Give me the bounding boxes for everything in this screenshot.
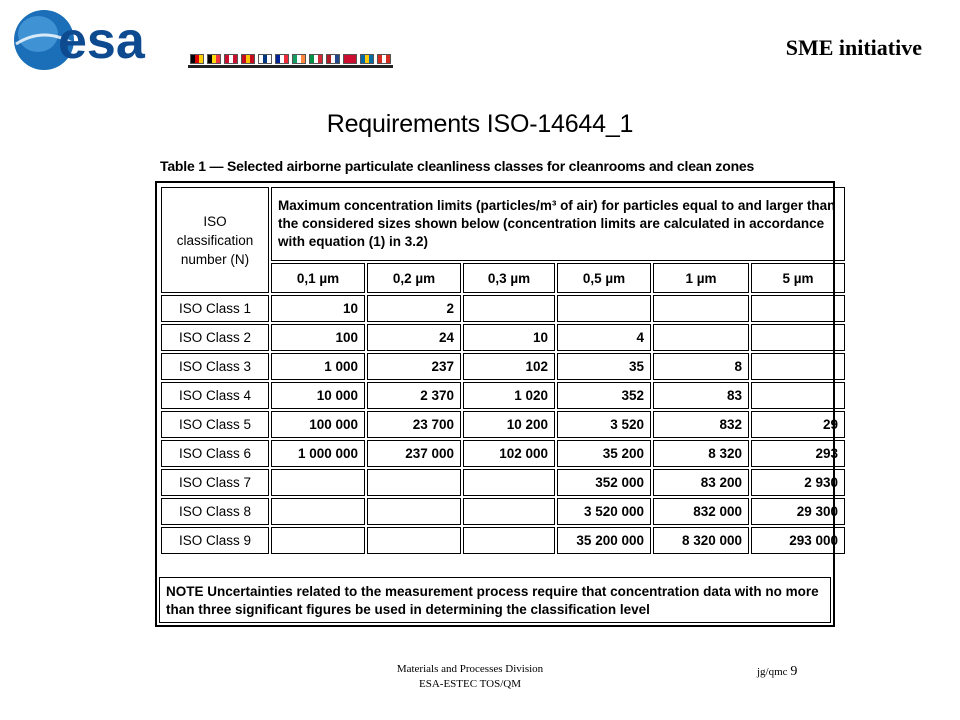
concentration-cell — [367, 498, 461, 525]
footer-page — [757, 664, 797, 680]
class-header — [161, 187, 269, 293]
concentration-cell: 832 — [653, 411, 749, 438]
iso-class-label: ISO Class 8 — [161, 498, 269, 525]
table-row — [161, 382, 845, 409]
concentration-cell: 102 000 — [463, 440, 555, 467]
concentration-cell — [463, 469, 555, 496]
particle-size-header: 5 µm — [751, 263, 845, 293]
table-row — [161, 411, 845, 438]
table-row — [161, 324, 845, 351]
concentration-cell: 24 — [367, 324, 461, 351]
concentration-cell: 2 930 — [751, 469, 845, 496]
flag-icon — [224, 54, 238, 64]
particle-size-header: 1 µm — [653, 263, 749, 293]
particle-size-header: 0,5 µm — [557, 263, 651, 293]
table-body — [161, 295, 845, 554]
flag-icon — [377, 54, 391, 64]
concentration-cell: 100 000 — [271, 411, 365, 438]
page-number: 9 — [790, 664, 798, 679]
iso-class-label: ISO Class 2 — [161, 324, 269, 351]
concentration-cell: 237 000 — [367, 440, 461, 467]
concentration-cell: 2 — [367, 295, 461, 322]
concentration-cell — [463, 498, 555, 525]
concentration-cell — [367, 469, 461, 496]
concentration-cell: 100 — [271, 324, 365, 351]
flag-icon — [258, 54, 272, 64]
particle-size-header: 0,2 µm — [367, 263, 461, 293]
flag-icon — [275, 54, 289, 64]
concentration-cell — [463, 295, 555, 322]
concentration-cell — [653, 324, 749, 351]
concentration-cell: 83 200 — [653, 469, 749, 496]
concentration-cell: 8 — [653, 353, 749, 380]
flag-icon — [326, 54, 340, 64]
concentration-cell: 29 300 — [751, 498, 845, 525]
flag-icon — [190, 54, 204, 64]
table-row — [161, 498, 845, 525]
concentration-cell — [751, 295, 845, 322]
particle-size-header: 0,3 µm — [463, 263, 555, 293]
initiative-label: SME initiative — [785, 35, 922, 60]
flag-icon — [292, 54, 306, 64]
concentration-cell: 352 — [557, 382, 651, 409]
concentration-cell: 1 000 — [271, 353, 365, 380]
concentration-cell — [751, 353, 845, 380]
concentration-cell — [557, 295, 651, 322]
concentration-cell: 3 520 — [557, 411, 651, 438]
concentration-cell — [751, 382, 845, 409]
iso-class-label: ISO Class 6 — [161, 440, 269, 467]
concentration-cell: 237 — [367, 353, 461, 380]
footer-line: ESA-ESTEC TOS/QM — [419, 678, 521, 690]
concentration-cell: 10 200 — [463, 411, 555, 438]
iso-class-label: ISO Class 9 — [161, 527, 269, 554]
class-header-line: classification — [176, 232, 254, 248]
concentration-cell: 352 000 — [557, 469, 651, 496]
flag-icon — [207, 54, 221, 64]
concentration-cell: 35 — [557, 353, 651, 380]
concentration-cell: 293 000 — [751, 527, 845, 554]
concentration-cell: 293 — [751, 440, 845, 467]
table-note: NOTE Uncertainties related to the measurement process require that concentration data with no more than three significant figures be used in determining the classification level — [159, 577, 831, 623]
concentration-header: Maximum concentration limits (particles/m³ of air) for particles equal to and larger than the considered sizes shown below (concentration limits are calculated in accordance with equation (1) in 3.2) — [271, 187, 845, 261]
concentration-cell: 3 520 000 — [557, 498, 651, 525]
iso-class-label: ISO Class 4 — [161, 382, 269, 409]
slide-title: Requirements ISO-14644_1 — [326, 110, 634, 138]
concentration-cell: 8 320 000 — [653, 527, 749, 554]
footer-line: Materials and Processes Division — [396, 663, 544, 675]
concentration-cell — [751, 324, 845, 351]
concentration-cell: 10 000 — [271, 382, 365, 409]
concentration-cell: 4 — [557, 324, 651, 351]
concentration-cell — [271, 498, 365, 525]
concentration-cell — [367, 527, 461, 554]
table-row — [161, 469, 845, 496]
flag-icon — [309, 54, 323, 64]
flag-underline — [188, 65, 393, 68]
iso-class-label: ISO Class 7 — [161, 469, 269, 496]
concentration-cell: 10 — [463, 324, 555, 351]
concentration-cell: 35 200 000 — [557, 527, 651, 554]
concentration-cell: 83 — [653, 382, 749, 409]
concentration-cell: 35 200 — [557, 440, 651, 467]
member-state-flags — [190, 50, 391, 64]
concentration-cell: 1 000 000 — [271, 440, 365, 467]
iso-class-label: ISO Class 3 — [161, 353, 269, 380]
class-header-line: number (N) — [180, 251, 250, 267]
particle-size-header: 0,1 µm — [271, 263, 365, 293]
concentration-cell: 102 — [463, 353, 555, 380]
concentration-cell — [271, 527, 365, 554]
concentration-cell: 1 020 — [463, 382, 555, 409]
flag-icon — [241, 54, 255, 64]
table-row — [161, 295, 845, 322]
logo-text: esa — [58, 12, 145, 70]
table-row — [161, 440, 845, 467]
table-row — [161, 353, 845, 380]
iso-class-table — [159, 185, 847, 556]
table-row — [161, 527, 845, 554]
concentration-cell: 23 700 — [367, 411, 461, 438]
class-header-line: ISO — [203, 213, 227, 229]
footer-division — [340, 662, 600, 692]
table-caption: Table 1 — Selected airborne particulate cleanliness classes for cleanrooms and clean zones — [160, 158, 755, 174]
iso-class-label: ISO Class 1 — [161, 295, 269, 322]
concentration-cell: 2 370 — [367, 382, 461, 409]
concentration-cell: 8 320 — [653, 440, 749, 467]
iso-class-label: ISO Class 5 — [161, 411, 269, 438]
concentration-cell — [463, 527, 555, 554]
table-frame — [155, 181, 839, 627]
concentration-cell: 832 000 — [653, 498, 749, 525]
concentration-cell — [653, 295, 749, 322]
flag-icon — [343, 54, 357, 64]
flag-icon — [360, 54, 374, 64]
esa-logo — [10, 4, 210, 74]
concentration-cell: 29 — [751, 411, 845, 438]
footer-author: jg/qmc — [757, 666, 788, 678]
concentration-cell: 10 — [271, 295, 365, 322]
concentration-cell — [271, 469, 365, 496]
